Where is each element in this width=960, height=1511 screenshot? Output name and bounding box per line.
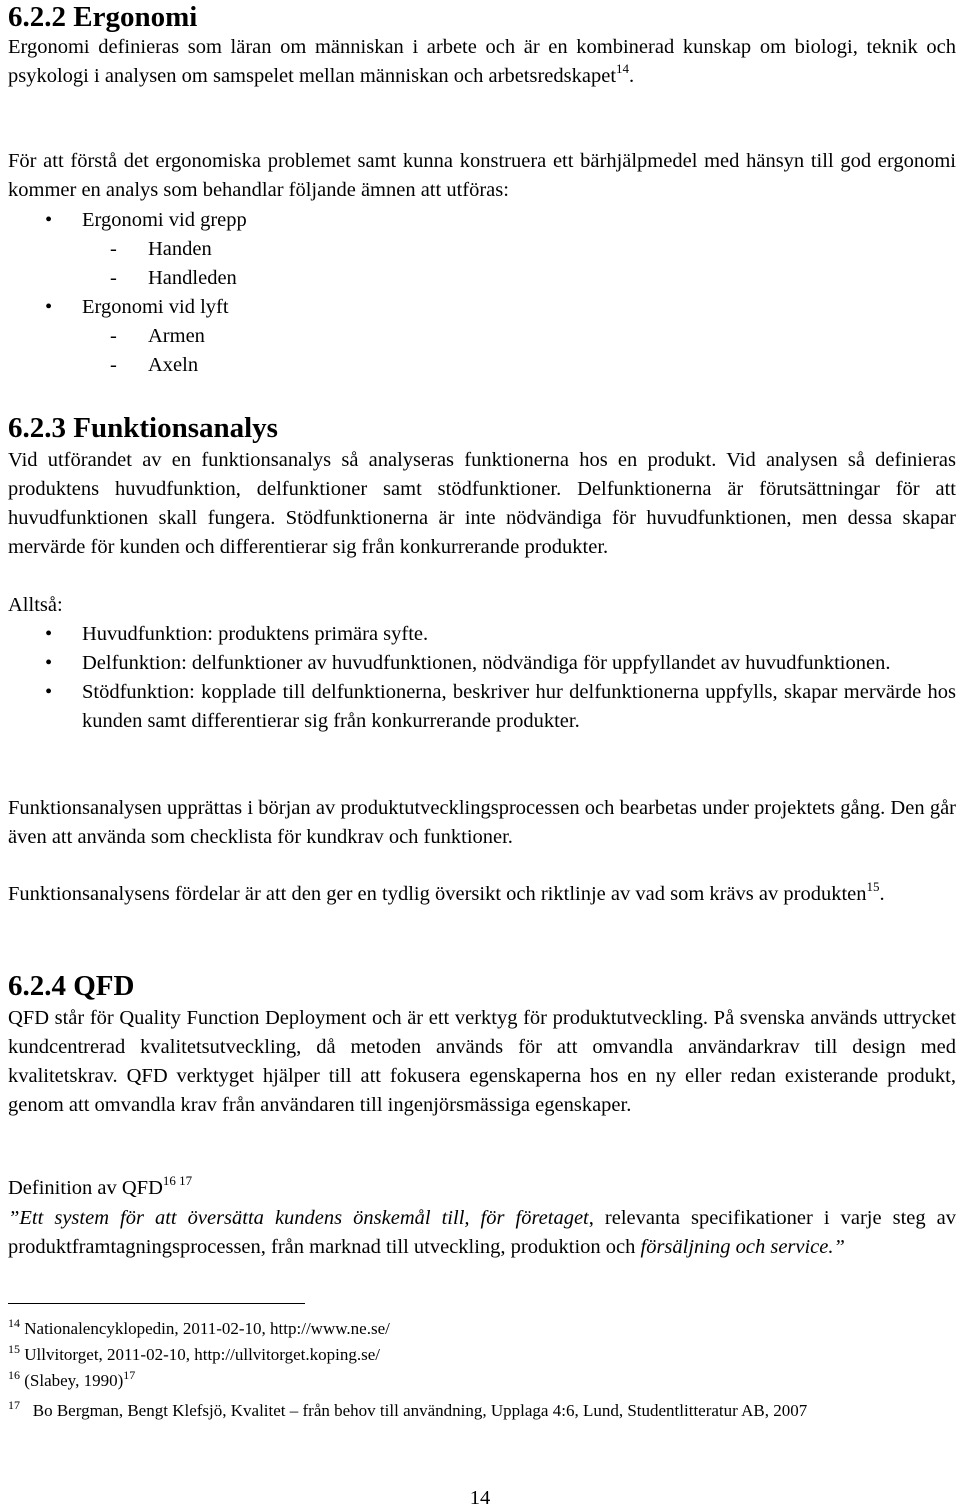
footnote-ref: 16 17	[162, 1173, 193, 1188]
dash-icon: -	[110, 267, 117, 289]
footnote-text: Bo Bergman, Bengt Klefsjö, Kvalitet – från behov till användning, Upplaga 4:6, Lund, Studentlitteratur AB, 2007	[32, 1401, 808, 1420]
dash-icon: -	[110, 354, 117, 376]
text: Ergonomi definieras som läran om människan i arbete och är en kombinerad kunskap om biologi, teknik och psykologi i analysen om samspelet mellan människan och arbetsredskapet	[8, 36, 956, 87]
paragraph-ergonomi-definition	[8, 33, 956, 91]
footnote-number: 16	[8, 1368, 20, 1382]
bullet-icon: •	[45, 209, 53, 231]
quote-italic: ”Ett system för att översätta kundens önskemål till, för företaget	[8, 1207, 589, 1229]
footnote-number: 17	[8, 1398, 20, 1412]
paragraph-ergonomi-analysis: För att förstå det ergonomiska problemet samt kunna konstruera ett bärhjälpmedel med hänsyn till god ergonomi kommer en analys som behandlar följande ämnen att utföras:	[8, 150, 956, 201]
sub-item-label: Axeln	[148, 354, 199, 376]
section-heading-funktionsanalys: 6.2.3 Funktionsanalys	[8, 412, 278, 444]
bullet-list	[8, 206, 956, 235]
function-type-list	[8, 620, 956, 736]
footnote-ref: 15	[866, 879, 880, 894]
dash-icon: -	[110, 238, 117, 260]
list-item	[8, 206, 956, 235]
text: .	[879, 883, 885, 905]
ergonomi-topic-list	[8, 206, 956, 380]
paragraph-funktionsanalys-intro: Vid utförandet av en funktionsanalys så analyseras funktionerna hos en produkt. Vid analysen så definieras produktens huvudfunktion, delfunktioner samt stödfunktioner. Delfunktionerna är förutsättningar för att huvudfunktionen skall fungera. Stödfunktionerna är inte nödvändiga för huvudfunktionen, men dessa skapar mervärde för kunden och differentierar sig från konkurrerande produkter.	[8, 449, 956, 558]
footnote-ref: 14	[616, 61, 630, 76]
footnote-number: 15	[8, 1342, 20, 1356]
page-number: 14	[469, 1487, 491, 1509]
sub-item-label: Handen	[148, 238, 212, 260]
sub-list-item	[8, 235, 956, 264]
bullet-list	[8, 293, 956, 322]
footnote-number: 14	[8, 1316, 20, 1330]
list-item-label: Stödfunktion: kopplade till delfunktionerna, beskriver hur delfunktionerna uppfylls, skapar mervärde hos kunden samt differentierar sig från konkurrerande produkter.	[82, 681, 956, 732]
bullet-icon: •	[45, 652, 53, 674]
paragraph-qfd-intro: QFD står för Quality Function Deployment och är ett verktyg för produktutveckling. På svenska används uttrycket kundcentrerad kvalitetsutveckling, då metoden används för att omvandla användarkrav till design med kvalitetskrav. QFD verktyget hjälper till att fokusera egenskaperna hos en ny eller redan existerande produkt, genom att omvandla krav från användaren till ingenjörsmässiga egenskaper.	[8, 1007, 956, 1116]
dash-list	[8, 322, 956, 380]
footnotes	[8, 1316, 956, 1424]
bullet-icon: •	[45, 296, 53, 318]
paragraph-funktionsanalys-fordelar	[8, 880, 956, 909]
footnote	[8, 1342, 956, 1368]
list-item	[8, 620, 956, 649]
text: .	[629, 65, 635, 87]
sub-list-item	[8, 322, 956, 351]
footnote-text: Nationalencyklopedin, 2011-02-10, http://www.ne.se/	[24, 1319, 390, 1338]
section-heading-ergonomi: 6.2.2 Ergonomi	[8, 1, 198, 33]
dash-list	[8, 235, 956, 293]
sub-item-label: Armen	[148, 325, 205, 347]
qfd-definition-label	[8, 1174, 192, 1203]
paragraph-funktionsanalys-process: Funktionsanalysen upprättas i början av produktutvecklingsprocessen och bearbetas under projektets gång. Den går även att använda som checklista för kundkrav och funktioner.	[8, 797, 956, 848]
list-item	[8, 678, 956, 736]
text: Funktionsanalysens fördelar är att den ger en tydlig översikt och riktlinje av vad som krävs av produkten	[8, 883, 867, 905]
footnote-text: Ullvitorget, 2011-02-10, http://ullvitorget.koping.se/	[24, 1345, 380, 1364]
list-item	[8, 649, 956, 678]
paragraph-alltsa: Alltså:	[8, 594, 63, 616]
list-item-label: Huvudfunktion: produktens primära syfte.	[82, 623, 429, 645]
list-item-label: Ergonomi vid grepp	[82, 209, 247, 231]
qfd-definition-quote	[8, 1204, 956, 1262]
list-item	[8, 293, 956, 322]
footnote-ref: 17	[123, 1368, 136, 1382]
sub-item-label: Handleden	[148, 267, 237, 289]
text: Definition av QFD	[8, 1177, 163, 1199]
list-item-label: Ergonomi vid lyft	[82, 296, 229, 318]
footnote-divider	[8, 1303, 305, 1304]
quote-italic: försäljning och service.”	[640, 1236, 845, 1258]
bullet-icon: •	[45, 623, 53, 645]
sub-list-item	[8, 264, 956, 293]
quote-text: , relevanta specifikationer i varje steg av produktframtagningsprocessen, från marknad till utveckling, produktion och	[8, 1207, 956, 1258]
footnote-text: (Slabey, 1990)	[24, 1371, 124, 1390]
sub-list-item	[8, 351, 956, 380]
footnote	[8, 1368, 956, 1394]
list-item-label: Delfunktion: delfunktioner av huvudfunktionen, nödvändiga för uppfyllandet av huvudfunktionen.	[82, 652, 891, 674]
footnote	[8, 1398, 956, 1424]
bullet-icon: •	[45, 681, 53, 703]
section-heading-qfd: 6.2.4 QFD	[8, 970, 135, 1002]
dash-icon: -	[110, 325, 117, 347]
footnote	[8, 1316, 956, 1342]
